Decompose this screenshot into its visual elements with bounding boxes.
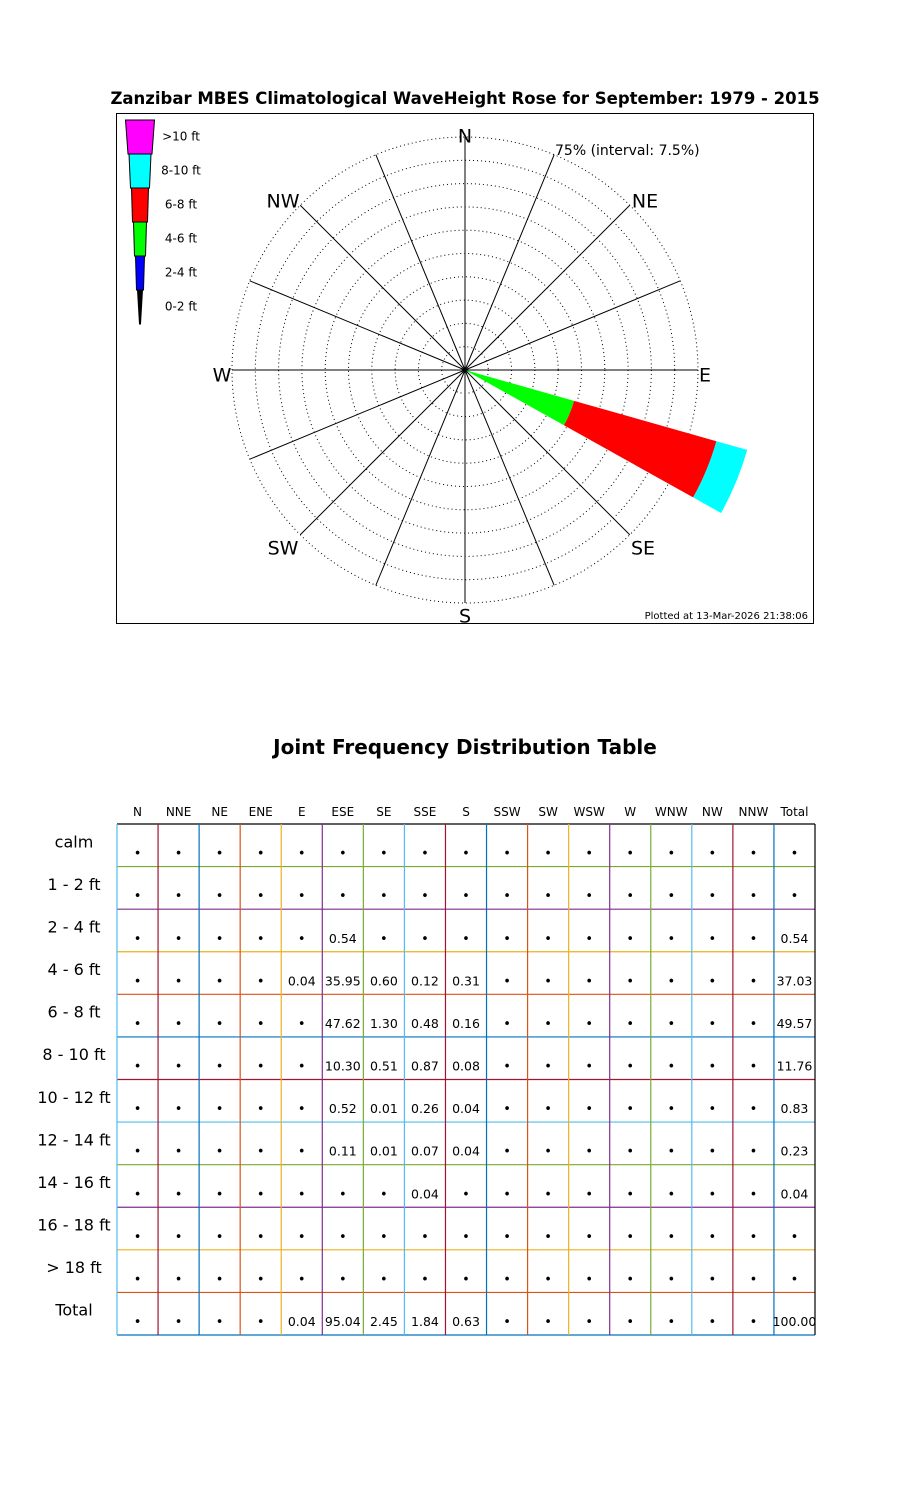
table-cell: 0.11 [328, 1143, 357, 1159]
table-cell: • [133, 889, 142, 905]
table-cell: • [297, 1187, 306, 1203]
table-cell: • [503, 1059, 511, 1075]
table-cell: • [626, 1059, 635, 1075]
table-cell: • [297, 1272, 306, 1288]
column-header: NNW [738, 805, 769, 819]
direction-label-s: S [458, 605, 472, 628]
table-cell: • [544, 1016, 552, 1032]
table-cell: • [749, 1272, 758, 1288]
table-cell: • [626, 1187, 635, 1203]
legend-label: 4-6 ft [164, 231, 198, 246]
table-cell: • [380, 1187, 388, 1203]
table-cell: 10.30 [324, 1058, 361, 1074]
table-cell: • [626, 889, 635, 905]
table-cell: • [133, 1144, 142, 1160]
table-cell: • [585, 846, 594, 862]
table-cell: • [297, 846, 306, 862]
table-cell: 0.04 [452, 1101, 480, 1117]
table-cell: 0.63 [452, 1314, 480, 1329]
table-cell: 35.95 [324, 973, 361, 989]
rose-spoke [376, 155, 465, 370]
table-cell: • [297, 1102, 306, 1118]
table-cell: • [708, 1102, 717, 1118]
table-cell: • [544, 1272, 552, 1288]
table-cell: • [174, 1059, 183, 1075]
table-cell: • [749, 1102, 758, 1118]
table-cell: • [380, 1229, 388, 1245]
table-cell: • [708, 1016, 717, 1032]
table-cell: • [256, 889, 265, 905]
rose-spoke [465, 281, 680, 370]
rose-spoke [250, 281, 465, 370]
table-cell: • [503, 931, 511, 947]
table-cell: • [174, 1315, 183, 1330]
rose-spoke [465, 205, 630, 370]
column-header: WNW [654, 805, 688, 819]
table-cell: • [626, 1315, 635, 1330]
table-cell: • [421, 846, 429, 862]
table-cell: 11.76 [776, 1058, 813, 1074]
direction-label-ne: NE [631, 190, 659, 213]
table-cell: • [215, 1144, 224, 1160]
table-cell: • [544, 974, 552, 990]
row-label: 6 - 8 ft [47, 1002, 101, 1022]
table-cell: • [256, 846, 265, 862]
rose-title: Zanzibar MBES Climatological WaveHeight Rose for September: 1979 - 2015 [110, 89, 820, 108]
table-cell: 47.62 [324, 1015, 361, 1031]
table-cell: • [667, 1102, 676, 1118]
row-label: 14 - 16 ft [37, 1172, 111, 1192]
table-cell: • [667, 1144, 676, 1160]
table-cell: • [174, 1187, 183, 1203]
plotted-timestamp: Plotted at 13-Mar-2026 21:38:06 [644, 611, 808, 622]
table-cell: 0.04 [452, 1143, 480, 1159]
table-cell: • [338, 1187, 347, 1203]
row-label: calm [54, 832, 94, 852]
table-cell: 0.54 [780, 930, 809, 946]
table-cell: 0.01 [369, 1143, 398, 1159]
table-cell: • [503, 889, 511, 905]
table-cell: • [133, 1315, 142, 1330]
table-cell: • [462, 846, 470, 862]
table-cell: 1.30 [369, 1015, 398, 1031]
column-header: ESE [331, 805, 355, 819]
table-cell: • [585, 1187, 594, 1203]
table-cell: • [133, 1059, 142, 1075]
table-cell: • [544, 1315, 552, 1330]
row-label: 1 - 2 ft [47, 874, 101, 894]
rose-spoke [465, 155, 554, 370]
table-cell: • [544, 931, 552, 947]
table-cell: • [708, 1315, 717, 1330]
table-cell: • [667, 846, 676, 862]
table-cell: • [667, 1016, 676, 1032]
table-cell: • [215, 1102, 224, 1118]
table-cell: • [380, 931, 388, 947]
table-cell: • [585, 1315, 594, 1330]
table-cell: 100.00 [772, 1314, 817, 1329]
table-cell: • [256, 1229, 265, 1245]
table-cell: • [626, 1229, 635, 1245]
table-cell: • [256, 1102, 265, 1118]
table-cell: • [544, 1229, 552, 1245]
table-cell: • [256, 1315, 265, 1330]
table-cell: • [667, 1229, 676, 1245]
table-cell: • [585, 889, 594, 905]
table-cell: • [256, 974, 265, 990]
table-cell: 0.87 [411, 1058, 439, 1074]
table-cell: • [626, 1016, 635, 1032]
table-cell: • [338, 1229, 347, 1245]
table-cell: • [215, 1187, 224, 1203]
table-cell: • [544, 1187, 552, 1203]
table-cell: 0.60 [369, 973, 398, 989]
table-cell: • [503, 1229, 511, 1245]
wave-rose-chart [0, 0, 900, 700]
table-cell: 0.48 [411, 1015, 439, 1031]
table-title: Joint Frequency Distribution Table [273, 735, 657, 759]
table-cell: • [544, 1059, 552, 1075]
table-cell: • [708, 931, 717, 947]
table-cell: • [708, 846, 717, 862]
table-cell: • [133, 846, 142, 862]
table-cell: • [338, 1272, 347, 1288]
table-cell: 0.04 [287, 973, 316, 989]
legend-swatch [136, 256, 145, 290]
table-cell: • [174, 889, 183, 905]
table-cell: 0.31 [452, 973, 480, 989]
table-cell: • [585, 1229, 594, 1245]
table-cell: • [503, 1315, 511, 1330]
table-cell: • [544, 889, 552, 905]
table-cell: • [462, 1272, 470, 1288]
table-cell: • [708, 1187, 717, 1203]
table-cell: • [380, 889, 388, 905]
table-cell: • [749, 1059, 758, 1075]
table-cell: • [256, 1016, 265, 1032]
table-cell: • [215, 1229, 224, 1245]
legend-label: 6-8 ft [164, 197, 198, 212]
table-cell: • [708, 1144, 717, 1160]
column-header: WSW [573, 805, 605, 819]
table-cell: • [215, 1016, 224, 1032]
table-cell: • [133, 1016, 142, 1032]
column-header: NW [701, 805, 723, 819]
table-cell: • [421, 889, 429, 905]
direction-label-w: W [212, 364, 232, 387]
table-cell: 0.54 [328, 930, 357, 946]
table-cell: • [462, 1187, 470, 1203]
table-cell: • [421, 1272, 429, 1288]
rose-scale-label: 75% (interval: 7.5%) [555, 143, 700, 159]
legend-label: 2-4 ft [164, 265, 198, 280]
column-header: NNE [165, 805, 192, 819]
column-header: SSE [413, 805, 437, 819]
table-cell: 0.01 [369, 1101, 398, 1117]
column-header: ENE [248, 805, 273, 819]
column-header: N [133, 805, 143, 819]
table-cell: • [749, 1229, 758, 1245]
table-cell: 95.04 [324, 1314, 361, 1329]
legend-swatch [132, 188, 149, 222]
table-cell: • [133, 1187, 142, 1203]
row-label: 10 - 12 ft [37, 1087, 111, 1107]
table-cell: • [462, 931, 470, 947]
table-cell: • [174, 1229, 183, 1245]
table-cell: • [421, 1229, 429, 1245]
table-cell: • [585, 974, 594, 990]
table-cell: • [708, 1272, 717, 1288]
table-cell: • [503, 846, 511, 862]
table-cell: • [585, 1272, 594, 1288]
column-header: W [624, 805, 637, 819]
rose-spoke [376, 370, 465, 585]
rose-spoke [250, 370, 465, 459]
table-cell: • [503, 1187, 511, 1203]
table-cell: • [174, 1102, 183, 1118]
table-cell: • [215, 1315, 224, 1330]
row-label: 12 - 14 ft [37, 1130, 111, 1150]
table-cell: • [503, 1016, 511, 1032]
table-cell: 0.07 [411, 1143, 439, 1159]
table-cell: 0.04 [411, 1186, 439, 1202]
table-cell: • [133, 1272, 142, 1288]
table-cell: • [749, 889, 758, 905]
column-header: SSW [493, 805, 521, 819]
table-cell: • [338, 846, 347, 862]
table-cell: • [421, 931, 429, 947]
legend-swatch [134, 222, 147, 256]
table-cell: 0.04 [287, 1314, 316, 1329]
table-cell: • [667, 1187, 676, 1203]
table-cell: • [380, 1272, 388, 1288]
legend-swatch [126, 120, 155, 154]
table-cell: • [503, 1102, 511, 1118]
table-cell: • [503, 1272, 511, 1288]
legend-label: 0-2 ft [164, 299, 198, 314]
row-label: 4 - 6 ft [47, 960, 101, 980]
legend-swatch [129, 154, 151, 188]
joint-frequency-table [0, 790, 900, 1370]
table-cell: • [708, 1229, 717, 1245]
table-cell: 37.03 [776, 973, 813, 989]
table-cell: • [585, 1144, 594, 1160]
table-cell: • [297, 1229, 306, 1245]
legend-label: 8-10 ft [161, 163, 201, 178]
table-cell: • [297, 931, 306, 947]
table-cell: • [790, 846, 799, 862]
column-header: NE [211, 805, 228, 819]
table-cell: 2.45 [369, 1314, 398, 1329]
table-cell: • [297, 1016, 306, 1032]
table-cell: • [749, 1187, 758, 1203]
table-cell: • [585, 931, 594, 947]
table-cell: • [133, 974, 142, 990]
table-cell: 0.16 [452, 1015, 480, 1031]
table-cell: • [297, 1059, 306, 1075]
table-cell: • [215, 974, 224, 990]
table-cell: • [749, 846, 758, 862]
table-cell: • [585, 1059, 594, 1075]
table-cell: • [380, 846, 388, 862]
row-label: > 18 ft [46, 1258, 102, 1278]
row-label: 16 - 18 ft [37, 1215, 111, 1235]
table-cell: • [133, 931, 142, 947]
table-cell: • [749, 1315, 758, 1330]
legend-label: >10 ft [162, 129, 200, 144]
table-cell: • [174, 931, 183, 947]
table-cell: • [544, 846, 552, 862]
legend-swatch [138, 290, 143, 324]
column-header: S [462, 805, 470, 819]
column-header: SE [376, 805, 392, 819]
table-cell: 0.51 [369, 1058, 398, 1074]
table-cell: • [585, 1102, 594, 1118]
table-cell: • [297, 1144, 306, 1160]
rose-spoke [300, 205, 465, 370]
table-cell: • [297, 889, 306, 905]
table-cell: • [626, 846, 635, 862]
table-cell: • [626, 931, 635, 947]
rose-sector-6-8ft [564, 401, 716, 498]
table-cell: • [667, 1315, 676, 1330]
table-cell: • [503, 974, 511, 990]
table-cell: • [174, 974, 183, 990]
table-cell: • [790, 1229, 799, 1245]
table-cell: • [256, 1187, 265, 1203]
table-cell: • [174, 1016, 183, 1032]
direction-label-n: N [457, 125, 473, 148]
direction-label-e: E [698, 364, 712, 387]
table-cell: 0.08 [452, 1058, 480, 1074]
row-label: 2 - 4 ft [47, 917, 101, 937]
table-cell: • [544, 1102, 552, 1118]
table-cell: • [626, 974, 635, 990]
table-cell: • [256, 1144, 265, 1160]
table-cell: 0.23 [780, 1143, 809, 1159]
table-cell: • [790, 889, 799, 905]
table-cell: • [462, 1229, 470, 1245]
table-cell: • [256, 1272, 265, 1288]
direction-label-se: SE [630, 537, 656, 560]
table-cell: • [256, 1059, 265, 1075]
table-cell: 0.52 [328, 1101, 357, 1117]
table-cell: • [667, 1059, 676, 1075]
table-cell: • [708, 974, 717, 990]
table-cell: • [790, 1272, 799, 1288]
column-header: SW [538, 805, 558, 819]
table-cells [37, 805, 816, 1330]
table-cell: • [215, 889, 224, 905]
table-cell: • [708, 889, 717, 905]
table-cell: • [133, 1102, 142, 1118]
table-cell: • [749, 1016, 758, 1032]
table-cell: • [215, 931, 224, 947]
table-cell: • [749, 931, 758, 947]
table-cell: • [708, 1059, 717, 1075]
rose-spoke [300, 370, 465, 535]
table-cell: • [215, 1272, 224, 1288]
table-cell: • [749, 974, 758, 990]
table-cell: • [667, 974, 676, 990]
table-cell: 0.12 [411, 973, 439, 989]
table-cell: 1.84 [411, 1314, 439, 1329]
table-cell: • [503, 1144, 511, 1160]
table-cell: • [215, 846, 224, 862]
rose-legend [126, 120, 202, 324]
table-cell: • [133, 1229, 142, 1245]
table-cell: • [667, 889, 676, 905]
row-label: 8 - 10 ft [42, 1045, 106, 1065]
table-cell: • [667, 1272, 676, 1288]
table-cell: • [215, 1059, 224, 1075]
table-cell: • [667, 931, 676, 947]
column-header: Total [780, 805, 809, 819]
table-cell: • [544, 1144, 552, 1160]
table-cell: • [626, 1272, 635, 1288]
table-cell: • [256, 931, 265, 947]
table-cell: 49.57 [776, 1015, 813, 1031]
table-cell: 0.26 [411, 1101, 439, 1117]
table-cell: • [626, 1102, 635, 1118]
direction-label-nw: NW [266, 190, 300, 213]
table-cell: • [462, 889, 470, 905]
table-cell: 0.83 [780, 1101, 809, 1117]
direction-label-sw: SW [267, 537, 299, 560]
table-cell: • [749, 1144, 758, 1160]
table-cell: • [626, 1144, 635, 1160]
table-cell: • [338, 889, 347, 905]
table-cell: • [174, 1144, 183, 1160]
table-cell: • [585, 1016, 594, 1032]
column-header: E [297, 805, 306, 819]
table-cell: • [174, 846, 183, 862]
row-label: Total [55, 1300, 93, 1320]
table-cell: 0.04 [780, 1186, 809, 1202]
table-cell: • [174, 1272, 183, 1288]
